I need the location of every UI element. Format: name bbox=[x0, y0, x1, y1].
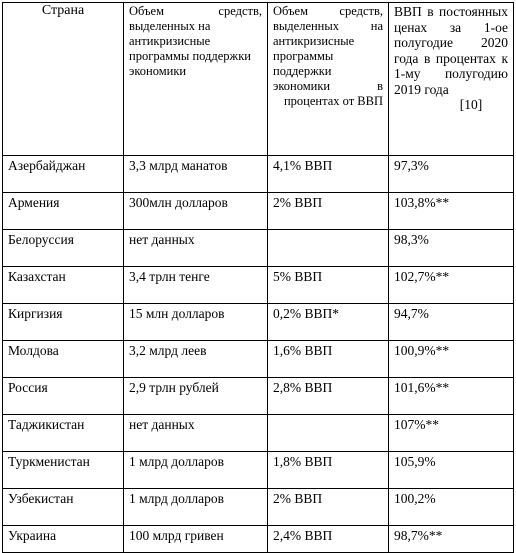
cell-country: Таджикистан bbox=[3, 415, 124, 452]
cell-gdp: 101,6%** bbox=[389, 378, 514, 415]
cell-funds: нет данных bbox=[124, 230, 268, 267]
cell-funds: 100 млрд гривен bbox=[124, 526, 268, 553]
cell-funds: 3,2 млрд леев bbox=[124, 341, 268, 378]
cell-percent bbox=[268, 415, 389, 452]
cell-country: Киргизия bbox=[3, 304, 124, 341]
cell-percent bbox=[268, 230, 389, 267]
cell-gdp: 105,9% bbox=[389, 452, 514, 489]
cell-funds: нет данных bbox=[124, 415, 268, 452]
cell-country: Армения bbox=[3, 193, 124, 230]
header-funds-rest: выделенных на антикризисные программы поддержки экономики bbox=[129, 19, 251, 78]
cell-gdp: 102,7%** bbox=[389, 267, 514, 304]
table-header-row bbox=[3, 3, 514, 156]
cell-gdp: 103,8%** bbox=[389, 193, 514, 230]
cell-percent: 2% ВВП bbox=[268, 193, 389, 230]
cell-gdp: 94,7% bbox=[389, 304, 514, 341]
cell-percent: 2% ВВП bbox=[268, 489, 389, 526]
cell-funds: 3,4 трлн тенге bbox=[124, 267, 268, 304]
table-row bbox=[3, 452, 514, 489]
cell-country: Россия bbox=[3, 378, 124, 415]
cell-gdp: 107%** bbox=[389, 415, 514, 452]
cell-gdp: 98,3% bbox=[389, 230, 514, 267]
cell-funds: 1 млрд долларов bbox=[124, 452, 268, 489]
header-gdp-text: ВВП в постоянных ценах за 1-ое полугодие 2020 года в процентах к 1-му полугодию 2019 года bbox=[394, 4, 508, 97]
cell-country: Узбекистан bbox=[3, 489, 124, 526]
cell-percent: 0,2% ВВП* bbox=[268, 304, 389, 341]
cell-funds: 3,3 млрд манатов bbox=[124, 156, 268, 193]
table-row bbox=[3, 193, 514, 230]
header-country: Страна bbox=[3, 3, 124, 156]
table-row bbox=[3, 415, 514, 452]
cell-country: Белоруссия bbox=[3, 230, 124, 267]
table-row bbox=[3, 230, 514, 267]
cell-percent: 2,4% ВВП bbox=[268, 526, 389, 553]
cell-country: Украина bbox=[3, 526, 124, 553]
cell-funds: 2,9 трлн рублей bbox=[124, 378, 268, 415]
table-row bbox=[3, 267, 514, 304]
cell-percent: 1,6% ВВП bbox=[268, 341, 389, 378]
header-funds-percent: Объем средств, выделенных на антикризисные программы поддержки экономики в процентах от ВВП bbox=[268, 3, 389, 156]
stimulus-table bbox=[2, 2, 514, 553]
cell-percent: 4,1% ВВП bbox=[268, 156, 389, 193]
table-row bbox=[3, 526, 514, 553]
cell-funds: 15 млн долларов bbox=[124, 304, 268, 341]
header-gdp bbox=[389, 3, 514, 156]
cell-percent: 5% ВВП bbox=[268, 267, 389, 304]
cell-country: Туркменистан bbox=[3, 452, 124, 489]
cell-country: Молдова bbox=[3, 341, 124, 378]
cell-percent: 2,8% ВВП bbox=[268, 378, 389, 415]
cell-gdp: 100,9%** bbox=[389, 341, 514, 378]
table-row bbox=[3, 489, 514, 526]
cell-funds: 300млн долларов bbox=[124, 193, 268, 230]
cell-gdp: 98,7%** bbox=[389, 526, 514, 553]
table-row bbox=[3, 156, 514, 193]
table-row bbox=[3, 378, 514, 415]
header-gdp-reference: [10] bbox=[459, 97, 483, 112]
table-row bbox=[3, 304, 514, 341]
cell-funds: 1 млрд долларов bbox=[124, 489, 268, 526]
cell-country: Азербайджан bbox=[3, 156, 124, 193]
cell-gdp: 100,2% bbox=[389, 489, 514, 526]
header-funds bbox=[124, 3, 268, 156]
cell-gdp: 97,3% bbox=[389, 156, 514, 193]
header-funds-line1: Объем средств, bbox=[129, 4, 262, 18]
cell-percent: 1,8% ВВП bbox=[268, 452, 389, 489]
cell-country: Казахстан bbox=[3, 267, 124, 304]
table-row bbox=[3, 341, 514, 378]
